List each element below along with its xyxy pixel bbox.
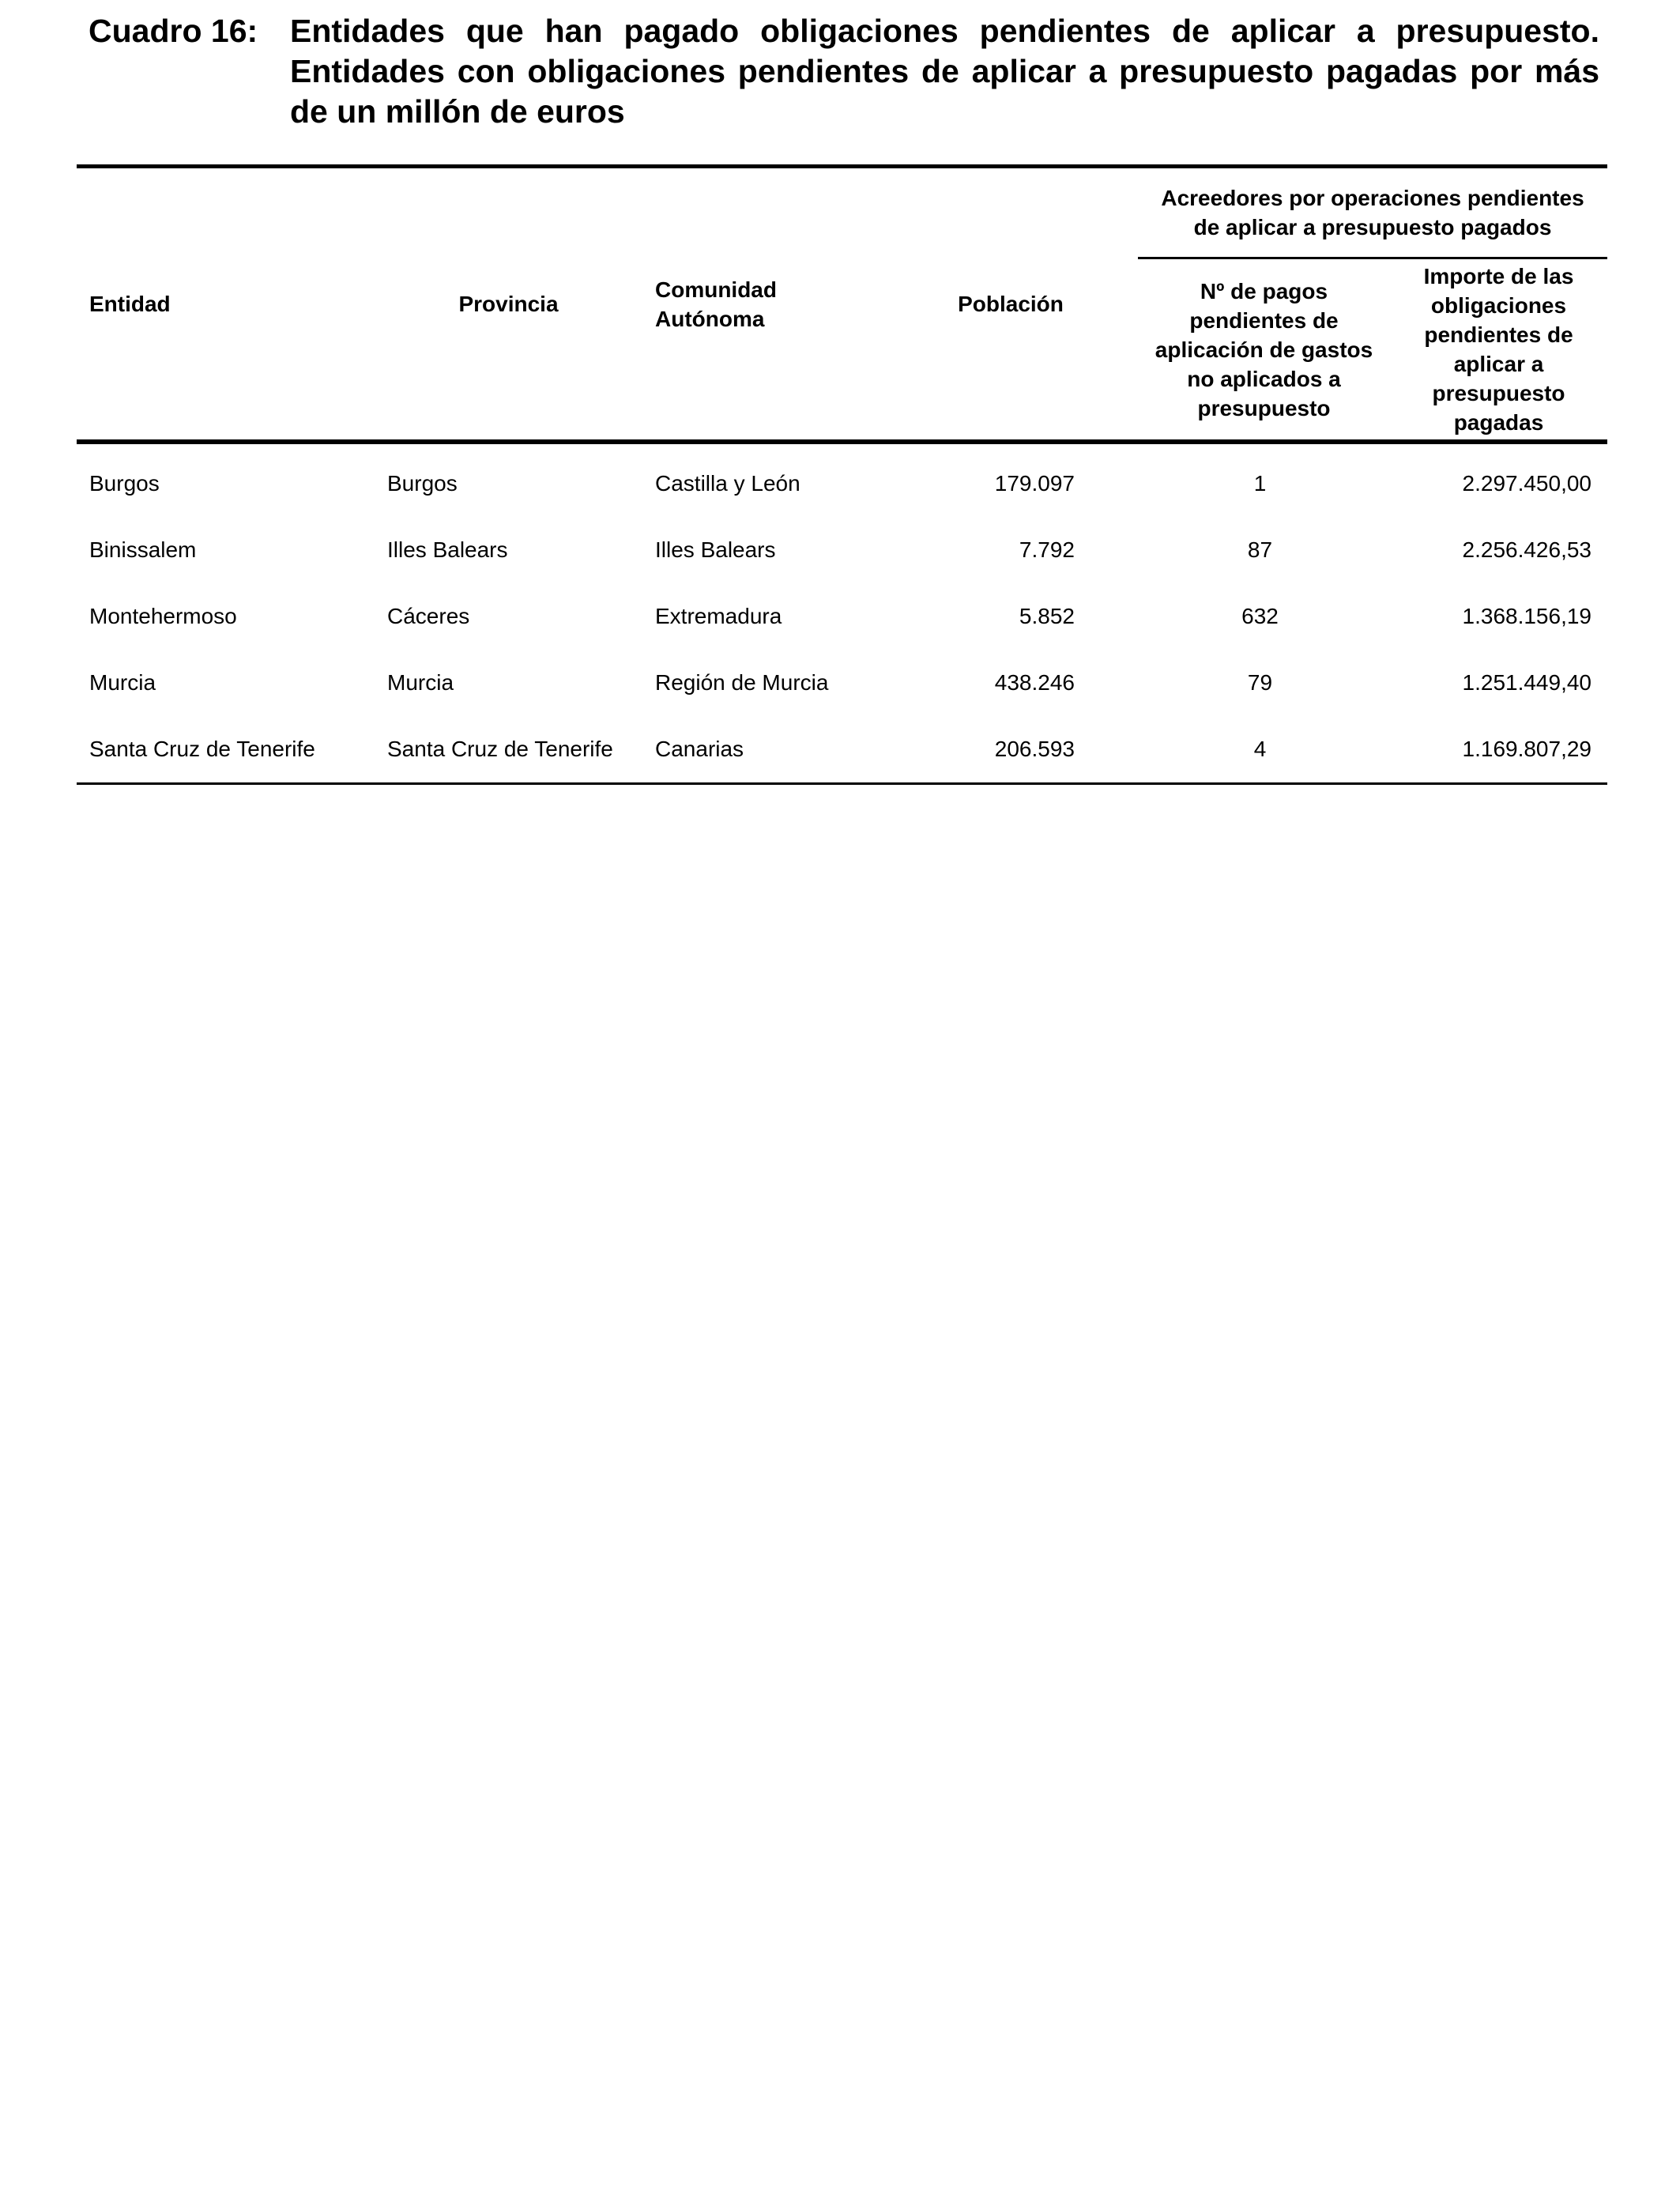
header-entidad: Entidad [77, 167, 375, 443]
header-importe: Importe de las obligaciones pendientes de aplicar a presupuesto pagadas [1390, 258, 1607, 443]
table-body [77, 442, 1607, 784]
cell-provincia: Burgos [387, 471, 458, 496]
header-group-acreedores: Acreedores por operaciones pendientes de aplicar a presupuesto pagados [1138, 167, 1607, 258]
table-row [77, 442, 1607, 517]
header-poblacion: Población [883, 167, 1138, 443]
cell-entidad: Santa Cruz de Tenerife [77, 716, 375, 784]
cell-entidad: Burgos [89, 471, 160, 496]
cell-num-pagos: 79 [1247, 670, 1273, 695]
data-table-container [77, 164, 1607, 785]
table-row [77, 583, 1607, 650]
cell-provincia: Santa Cruz de Tenerife [375, 716, 642, 784]
cell-provincia: Murcia [387, 670, 454, 695]
cell-comunidad: Región de Murcia [655, 670, 829, 695]
caption-title: Entidades que han pagado obligaciones pendientes de aplicar a presupuesto. Entidades con obligaciones pendientes de aplicar a presupuesto pagadas por más de un millón de euros [290, 13, 1599, 130]
cell-num-pagos: 4 [1138, 716, 1390, 784]
cell-comunidad: Canarias [642, 716, 883, 784]
cell-provincia: Cáceres [387, 604, 470, 628]
cell-importe: 2.297.450,00 [1462, 471, 1592, 496]
cell-num-pagos: 632 [1241, 604, 1279, 628]
cell-comunidad: Illes Balears [655, 537, 776, 562]
table-row [77, 650, 1607, 716]
data-table [77, 164, 1607, 785]
caption-label: Cuadro 16: [89, 13, 258, 49]
cell-importe: 2.256.426,53 [1462, 537, 1592, 562]
cell-entidad: Binissalem [89, 537, 197, 562]
cell-entidad: Murcia [89, 670, 156, 695]
cell-poblacion: 179.097 [994, 471, 1075, 496]
table-row [77, 517, 1607, 583]
cell-poblacion: 206.593 [883, 716, 1138, 784]
table-header [77, 167, 1607, 443]
header-num-pagos: Nº de pagos pendientes de aplicación de gastos no aplicados a presupuesto [1138, 258, 1390, 443]
cell-num-pagos: 87 [1247, 537, 1273, 562]
cell-importe: 1.251.449,40 [1462, 670, 1592, 695]
cell-comunidad: Castilla y León [655, 471, 800, 496]
header-comunidad-autonoma: Comunidad Autónoma [642, 167, 883, 443]
table-caption [89, 11, 1599, 132]
cell-poblacion: 7.792 [1019, 537, 1075, 562]
cell-entidad: Montehermoso [89, 604, 237, 628]
cell-importe: 1.368.156,19 [1462, 604, 1592, 628]
table-row [77, 716, 1607, 784]
cell-provincia: Illes Balears [387, 537, 508, 562]
cell-comunidad: Extremadura [655, 604, 782, 628]
cell-num-pagos: 1 [1253, 471, 1267, 496]
cell-poblacion: 438.246 [994, 670, 1075, 695]
header-provincia: Provincia [375, 167, 642, 443]
cell-importe: 1.169.807,29 [1390, 716, 1607, 784]
cell-poblacion: 5.852 [1019, 604, 1075, 628]
